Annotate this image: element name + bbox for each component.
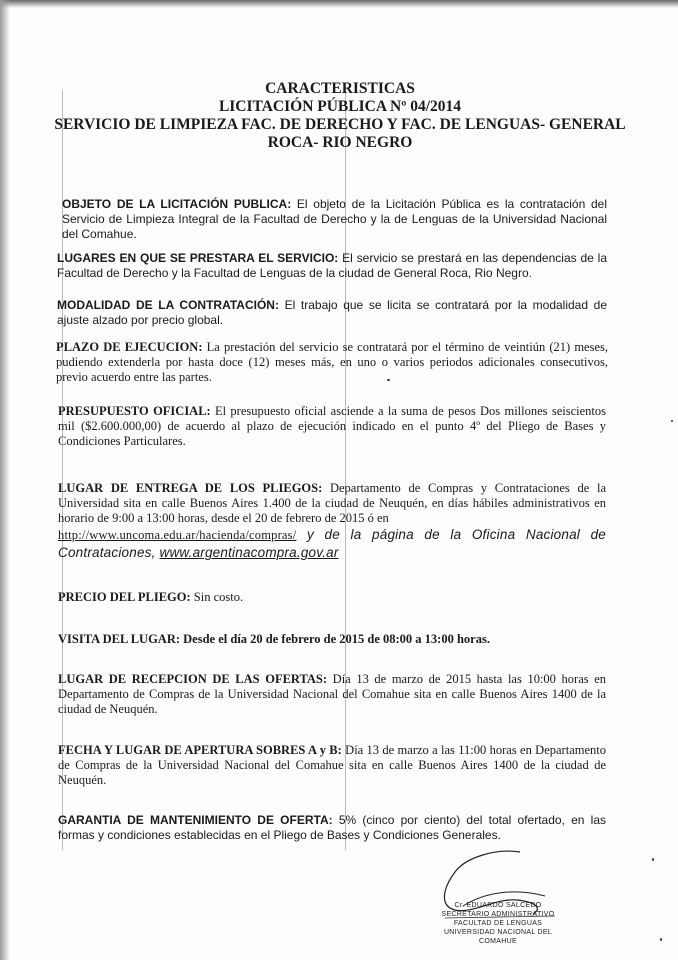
scan-shadow-left: [0, 0, 10, 960]
section-text: Departamento de Compras y Contrataciones de la Universidad sita en calle Buenos Aires 1.400 de la ciudad de Neuquén, en días hábiles administrativos en horario de 9:00 a 13:00 horas, desde el 20 de febrero de 2015 ó en: [58, 481, 607, 525]
section-text: Día 13 de marzo de 2015 hasta las 10:00 horas en Departamento de Compras de la Universidad Nacional del Comahue sita en calle Buenos Aires 1400 de la ciudad de Neuquén.: [58, 672, 607, 716]
official-stamp: [428, 901, 568, 946]
section-objeto: [62, 197, 607, 242]
stamp-name: Cr. EDUARDO SALCEDO: [454, 902, 542, 909]
compras-link[interactable]: http://www.uncoma.edu.ar/hacienda/compras/: [58, 528, 297, 542]
section-label: PLAZO DE EJECUCION:: [56, 340, 203, 354]
section-label: FECHA Y LUGAR DE APERTURA SOBRES A y B:: [58, 743, 342, 757]
section-label: OBJETO DE LA LICITACIÓN PUBLICA:: [62, 197, 292, 211]
section-text: Desde el día 20 de febrero de 2015 de 08:00 a 13:00 horas.: [180, 632, 490, 646]
header-tender-number: LICITACIÓN PÚBLICA Nº 04/2014: [218, 98, 462, 115]
entrega-links: [58, 526, 606, 561]
section-recepcion: [58, 672, 606, 717]
section-plazo: [56, 340, 608, 385]
speck: [387, 379, 390, 381]
section-garantia: [58, 813, 606, 843]
section-entrega: [58, 481, 606, 561]
section-text: El trabajo que se licita se contratará por la modalidad de ajuste alzado por precio global.: [57, 298, 608, 327]
section-presupuesto: [58, 404, 606, 449]
section-label: LUGAR DE RECEPCION DE LAS OFERTAS:: [58, 672, 328, 686]
stamp-faculty: FACULTAD DE LENGUAS: [453, 920, 543, 927]
scan-shadow-top: [0, 0, 678, 8]
section-label: PRESUPUESTO OFICIAL:: [58, 404, 211, 418]
speck: [660, 938, 662, 941]
document-header: [40, 80, 640, 152]
header-service: SERVICIO DE LIMPIEZA FAC. DE DERECHO Y FAC. DE LENGUAS- GENERAL: [54, 116, 626, 133]
section-text: La prestación del servicio se contratará por el término de veintiún (21) meses, pudiendo extenderla por hasta doce (12) meses más, en uno o varios periodos adicionales consecutivos, previo acuerdo entre las partes.: [56, 340, 608, 384]
stamp-university: UNIVERSIDAD NACIONAL DEL COMAHUE: [443, 929, 553, 945]
section-text: El objeto de la Licitación Pública es la contratación del Servicio de Limpieza Integral de la Facultad de Derecho y la de Lenguas de la Universidad Nacional del Comahue.: [62, 197, 607, 241]
section-label: LUGAR DE ENTREGA DE LOS PLIEGOS:: [58, 481, 323, 495]
section-lugares: [57, 251, 607, 281]
argentinacompra-link[interactable]: www.argentinacompra.gov.ar: [159, 545, 339, 560]
section-text: El servicio se prestará en las dependencias de la Facultad de Derecho y la Facultad de Lenguas de la ciudad de General Roca, Rio Negro.: [57, 251, 607, 280]
section-text: Sin costo.: [190, 590, 244, 604]
speck: [671, 420, 673, 422]
section-text: 5% (cinco por ciento) del total ofertado, en las formas y condiciones establecidas en el Pliego de Bases y Condiciones Generales.: [58, 813, 606, 842]
header-title: CARACTERISTICAS: [265, 80, 415, 97]
section-visita: [58, 632, 606, 647]
section-text: El presupuesto oficial asciende a la suma de pesos Dos millones seiscientos mil ($2.600.000,00) de acuerdo al plazo de ejecución indicado en el punto 4º del Pliego de Bases y Condiciones Particulares.: [58, 404, 606, 448]
section-label: VISITA DEL LUGAR:: [58, 632, 181, 646]
section-precio: [58, 590, 606, 605]
section-text: Día 13 de marzo a las 11:00 horas en Departamento de Compras de la Universidad Nacional del Comahue sita en calle Buenos Aires 1400 de la ciudad de Neuquén.: [58, 743, 606, 787]
section-label: GARANTIA DE MANTENIMIENTO DE OFERTA:: [58, 813, 333, 827]
stamp-role: SECRETARIO ADMINISTRATIVO: [441, 911, 555, 918]
section-apertura: [58, 743, 606, 788]
entrega-mid-text: y de la página de la Oficina Nacional de Contrataciones,: [58, 527, 606, 560]
section-label: MODALIDAD DE LA CONTRATACIÓN:: [57, 298, 279, 312]
section-modalidad: [57, 298, 607, 328]
section-label: PRECIO DEL PLIEGO:: [58, 590, 191, 604]
section-label: LUGARES EN QUE SE PRESTARA EL SERVICIO:: [57, 251, 339, 265]
header-location: ROCA- RIO NEGRO: [267, 134, 413, 151]
speck: [652, 858, 654, 861]
